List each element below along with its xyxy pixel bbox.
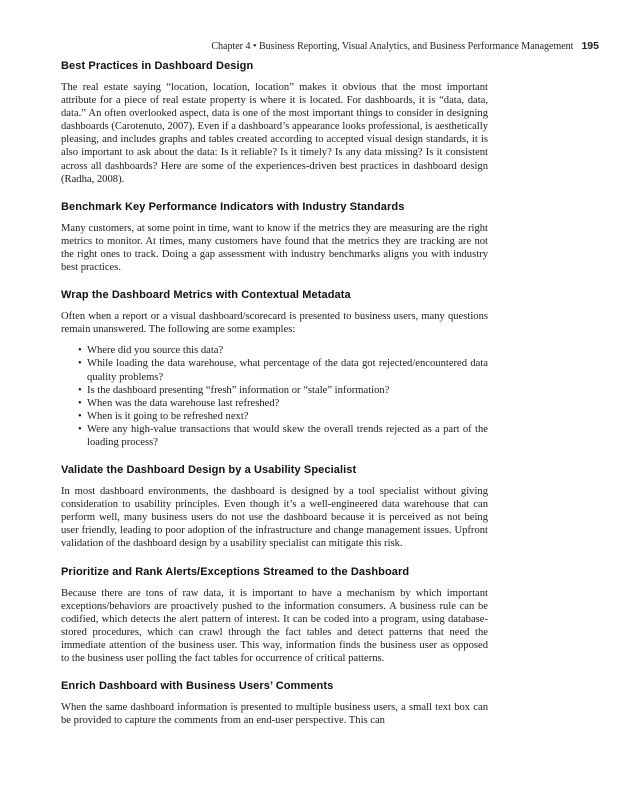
section-usability-specialist — [61, 464, 488, 550]
section-heading: Best Practices in Dashboard Design — [61, 60, 254, 72]
page-body — [61, 60, 488, 742]
section-heading: Prioritize and Rank Alerts/Exceptions Streamed to the Dashboard — [61, 565, 410, 578]
bullet-item: • Is the dashboard presenting “fresh” information or “stale” information? — [78, 384, 488, 397]
bullet-list — [61, 344, 488, 449]
section-best-practices — [61, 60, 488, 186]
bullet-item: • Were any high-value transactions that would skew the overall trends rejected as a part of the loading process? — [78, 423, 488, 449]
section-paragraph: Often when a report or a visual dashboard/scorecard is presented to business users, many questions remain unanswered. The following are some examples: — [61, 311, 488, 336]
section-paragraph: Because there are tons of raw data, it is important to have a mechanism by which important exceptions/behaviors are proactively pushed to the information consumers. A business rule can be codified, which detects the alert pattern of interest. It can be coded into a program, using database-stored procedures, which can crawl through the fact tables and detect patterns that need the immediate attention of the business user. This way, information finds the business user as opposed to the business user polling the fact tables for occurrence of critical patterns. — [61, 587, 488, 664]
section-prioritize-alerts — [61, 566, 488, 666]
page-number: 195 — [581, 40, 599, 52]
section-heading: Wrap the Dashboard Metrics with Contextual Metadata — [61, 289, 351, 302]
section-heading: Validate the Dashboard Design by a Usability Specialist — [61, 464, 357, 477]
section-contextual-metadata — [61, 289, 488, 449]
section-heading: Benchmark Key Performance Indicators with Industry Standards — [61, 200, 405, 213]
section-user-comments — [61, 680, 488, 727]
section-paragraph: When the same dashboard information is presented to multiple business users, a small text box can be provided to capture the comments from an end-user perspective. This can — [61, 702, 488, 727]
bullet-item: • When is it going to be refreshed next? — [78, 410, 488, 423]
running-head — [61, 40, 599, 52]
bullet-item: • While loading the data warehouse, what percentage of the data got rejected/encountered data quality problems? — [78, 357, 488, 383]
section-paragraph: Many customers, at some point in time, want to know if the metrics they are measuring are the right metrics to monitor. At times, many customers have found that the metrics they are tracking are not the right ones to track. Doing a gap assessment with industry benchmarks aligns you with industry best practices. — [61, 222, 488, 274]
running-title: Chapter 4 • Business Reporting, Visual Analytics, and Business Performance Management — [211, 41, 574, 52]
section-paragraph: The real estate saying “location, location, location” makes it obvious that the most important attribute for a piece of real estate property is where it is located. For dashboards, it is “data, data, data.” An often overlooked aspect, data is one of the most important things to consider in designing dashboards (Carotenuto, 2007). Even if a dashboard’s appearance looks professional, is aesthetically pleasing, and includes graphs and tables created according to accepted visual design standards, it is also important to ask about the data: Is it reliable? Is it timely? Is any data missing? Is it consistent across all dashboards? Here are some of the experiences-driven best practices in dashboard design (Radha, 2008). — [61, 82, 488, 185]
section-heading: Enrich Dashboard with Business Users’ Comments — [61, 680, 334, 693]
section-paragraph: In most dashboard environments, the dashboard is designed by a tool specialist without giving consideration to usability principles. Even though it’s a well-engineered data warehouse that can perform well, many business users do not use the dashboard because it is perceived as not being user friendly, leading to poor adoption of the infrastructure and change management issues. Upfront validation of the dashboard design by a usability specialist can mitigate this risk. — [61, 486, 488, 550]
bullet-item: • When was the data warehouse last refreshed? — [78, 397, 488, 410]
section-benchmark-kpis — [61, 201, 488, 274]
bullet-item: • Where did you source this data? — [78, 344, 488, 357]
